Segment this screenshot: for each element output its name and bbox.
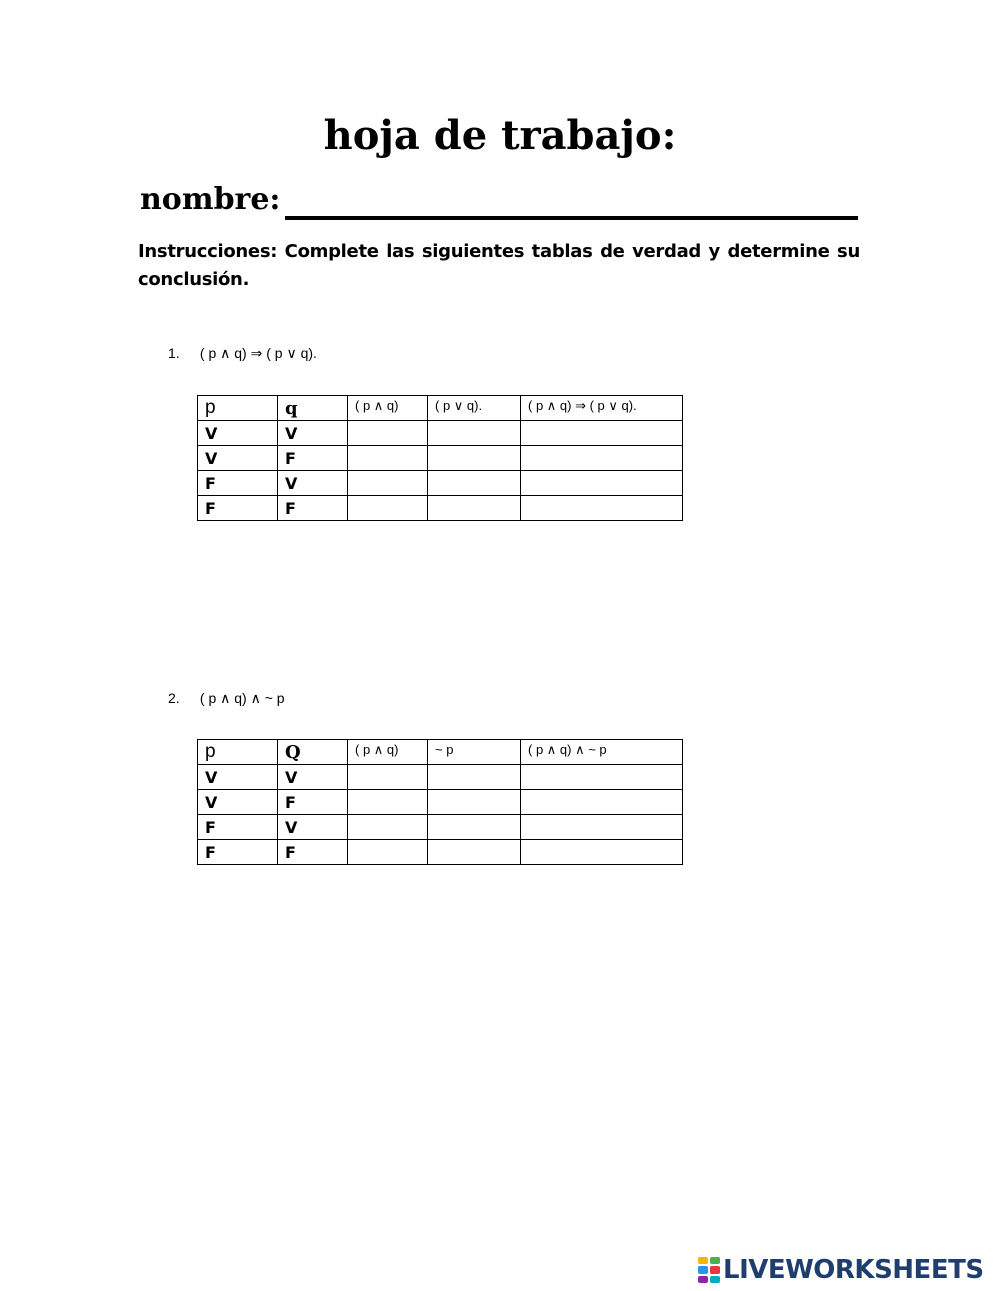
table-header-row — [198, 740, 683, 765]
header-result: ( p ∧ q) ∧ ~ p — [521, 740, 683, 765]
truth-table-2 — [197, 739, 683, 865]
answer-cell[interactable] — [521, 421, 683, 446]
exercise-2-statement — [168, 690, 285, 707]
answer-cell[interactable] — [428, 471, 521, 496]
answer-cell[interactable] — [348, 496, 428, 521]
value-q: F — [278, 496, 348, 521]
value-p: F — [198, 471, 278, 496]
name-field-row — [140, 182, 860, 226]
header-p: p — [198, 396, 278, 421]
table-row — [198, 471, 683, 496]
value-p: V — [198, 790, 278, 815]
value-q: F — [278, 790, 348, 815]
answer-cell[interactable] — [348, 840, 428, 865]
logo-text: LIVEWORKSHEETS — [723, 1255, 984, 1285]
value-p: V — [198, 421, 278, 446]
answer-cell[interactable] — [521, 471, 683, 496]
value-q: V — [278, 815, 348, 840]
table-header-row — [198, 396, 683, 421]
logo-mark-icon — [698, 1257, 720, 1283]
header-disjunction: ( p ∨ q). — [428, 396, 521, 421]
answer-cell[interactable] — [428, 446, 521, 471]
table-row — [198, 765, 683, 790]
value-p: F — [198, 815, 278, 840]
table-row — [198, 446, 683, 471]
name-blank-line[interactable] — [285, 216, 858, 220]
value-p: F — [198, 496, 278, 521]
answer-cell[interactable] — [348, 765, 428, 790]
value-q: F — [278, 840, 348, 865]
answer-cell[interactable] — [428, 421, 521, 446]
name-label: nombre: — [140, 182, 281, 217]
exercise-expression: ( p ∧ q) ∧ ~ p — [199, 690, 285, 706]
answer-cell[interactable] — [521, 815, 683, 840]
logo-tile — [710, 1257, 720, 1264]
value-q: F — [278, 446, 348, 471]
answer-cell[interactable] — [428, 840, 521, 865]
answer-cell[interactable] — [521, 496, 683, 521]
table-row — [198, 496, 683, 521]
answer-cell[interactable] — [428, 496, 521, 521]
value-q: V — [278, 471, 348, 496]
exercise-number: 2. — [168, 690, 180, 706]
value-q: V — [278, 765, 348, 790]
value-p: V — [198, 446, 278, 471]
header-q: q — [278, 396, 348, 421]
logo-tile — [698, 1276, 708, 1283]
value-q: V — [278, 421, 348, 446]
instructions-text: Instrucciones: Complete las siguientes tablas de verdad y determine su conclusión. — [138, 241, 860, 290]
answer-cell[interactable] — [348, 421, 428, 446]
table-row — [198, 790, 683, 815]
header-conjunction: ( p ∧ q) — [348, 740, 428, 765]
liveworksheets-logo — [698, 1254, 984, 1286]
logo-tile — [710, 1276, 720, 1283]
answer-cell[interactable] — [521, 765, 683, 790]
header-p: p — [198, 740, 278, 765]
answer-cell[interactable] — [521, 446, 683, 471]
table-row — [198, 840, 683, 865]
answer-cell[interactable] — [428, 790, 521, 815]
value-p: F — [198, 840, 278, 865]
exercise-number: 1. — [168, 345, 180, 361]
logo-tile — [698, 1257, 708, 1264]
answer-cell[interactable] — [348, 790, 428, 815]
answer-cell[interactable] — [428, 765, 521, 790]
answer-cell[interactable] — [348, 446, 428, 471]
answer-cell[interactable] — [521, 790, 683, 815]
answer-cell[interactable] — [521, 840, 683, 865]
header-implication: ( p ∧ q) ⇒ ( p ∨ q). — [521, 396, 683, 421]
header-conjunction: ( p ∧ q) — [348, 396, 428, 421]
value-p: V — [198, 765, 278, 790]
worksheet-title: hoja de trabajo: — [323, 112, 677, 159]
truth-table-1 — [197, 395, 683, 521]
header-negation: ~ p — [428, 740, 521, 765]
answer-cell[interactable] — [348, 471, 428, 496]
logo-tile — [710, 1266, 720, 1273]
table-row — [198, 815, 683, 840]
header-q: Q — [278, 740, 348, 765]
answer-cell[interactable] — [348, 815, 428, 840]
logo-tile — [698, 1266, 708, 1273]
exercise-1-statement — [168, 345, 317, 362]
table-row — [198, 421, 683, 446]
exercise-expression: ( p ∧ q) ⇒ ( p ∨ q). — [199, 345, 317, 361]
answer-cell[interactable] — [428, 815, 521, 840]
